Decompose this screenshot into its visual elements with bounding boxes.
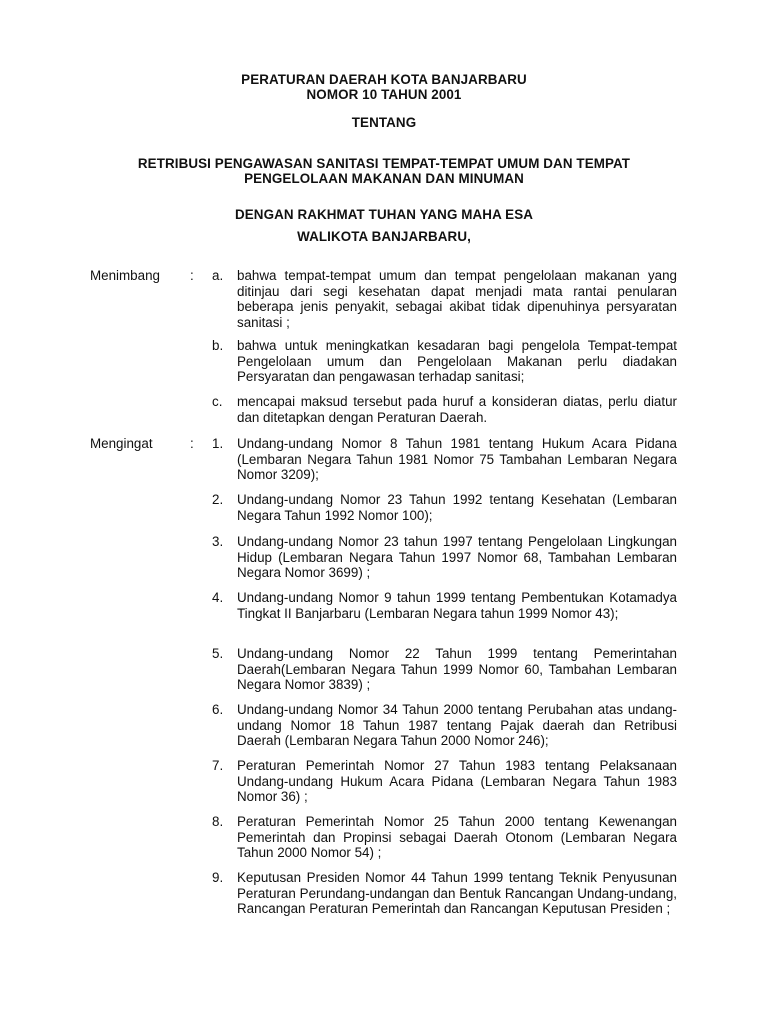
item-marker: 8. xyxy=(212,814,224,829)
item-text: Peraturan Pemerintah Nomor 27 Tahun 1983 tentang Pelaksanaan Undang-undang Hukum Acara Pidana (Lembaran Negara Tahun 1983 Nomor 36) ; xyxy=(237,758,677,804)
item-text: Keputusan Presiden Nomor 44 Tahun 1999 tentang Teknik Penyusunan Peraturan Perundang-undangan dan Bentuk Rancangan Undang-undang, Rancangan Peraturan Pemerintah dan Rancangan Keputusan Presiden ; xyxy=(237,870,677,916)
item-text: bahwa untuk meningkatkan kesadaran bagi pengelola Tempat-tempat Pengelolaan umum dan Pengelolaan Makanan perlu diadakan Persyaratan dan pengawasan terhadap sanitasi; xyxy=(237,338,677,384)
item-text: Undang-undang Nomor 8 Tahun 1981 tentang Hukum Acara Pidana (Lembaran Negara Tahun 1981 Nomor 75 Tambahan Lembaran Negara Nomor 3209); xyxy=(237,436,677,482)
item-marker: 7. xyxy=(212,758,224,773)
item-marker: a. xyxy=(212,268,224,283)
menimbang-item xyxy=(212,338,677,385)
item-text: mencapai maksud tersebut pada huruf a konsideran diatas, perlu diatur dan ditetapkan dengan Peraturan Daerah. xyxy=(237,394,677,425)
menimbang-item xyxy=(212,268,677,330)
walikota-line: WALIKOTA BANJARBARU, xyxy=(297,229,471,244)
mengingat-item xyxy=(212,590,677,621)
item-marker: 1. xyxy=(212,436,224,451)
item-text: bahwa tempat-tempat umum dan tempat pengelolaan makanan yang ditinjau dari segi kesehatan dapat menjadi mata rantai penularan beberapa jenis penyakit, sebagai akibat tidak dipenuhinya persyaratan sanitasi ; xyxy=(237,268,677,330)
item-text: Undang-undang Nomor 23 Tahun 1992 tentang Kesehatan (Lembaran Negara Tahun 1992 Nomor 100); xyxy=(237,492,677,523)
mengingat-item xyxy=(212,702,677,749)
item-marker: b. xyxy=(212,338,224,353)
menimbang-item xyxy=(212,394,677,425)
item-text: Undang-undang Nomor 22 Tahun 1999 tentang Pemerintahan Daerah(Lembaran Negara Tahun 1999 Nomor 60, Tambahan Lembaran Negara Nomor 3839) ; xyxy=(237,646,677,692)
item-text: Undang-undang Nomor 23 tahun 1997 tentang Pengelolaan Lingkungan Hidup (Lembaran Negara Tahun 1997 Nomor 68, Tambahan Lembaran Negara Nomor 3699) ; xyxy=(237,534,677,580)
subject-line-1: RETRIBUSI PENGAWASAN SANITASI TEMPAT-TEMPAT UMUM DAN TEMPAT xyxy=(137,156,631,171)
mengingat-item xyxy=(212,814,677,861)
rakhmat-line: DENGAN RAKHMAT TUHAN YANG MAHA ESA xyxy=(235,207,533,222)
mengingat-item xyxy=(212,492,677,523)
mengingat-item xyxy=(212,758,677,805)
item-text: Peraturan Pemerintah Nomor 25 Tahun 2000 tentang Kewenangan Pemerintah dan Propinsi sebagai Daerah Otonom (Lembaran Negara Tahun 2000 Nomor 54) ; xyxy=(237,814,677,860)
item-marker: 5. xyxy=(212,646,224,661)
mengingat-item xyxy=(212,646,677,693)
regulation-number: NOMOR 10 TAHUN 2001 xyxy=(306,87,462,102)
mengingat-item xyxy=(212,436,677,483)
item-marker: 3. xyxy=(212,534,224,549)
subject-line-2: PENGELOLAAN MAKANAN DAN MINUMAN xyxy=(244,171,524,186)
item-marker: 2. xyxy=(212,492,224,507)
regulation-title: PERATURAN DAERAH KOTA BANJARBARU xyxy=(241,72,527,87)
mengingat-item xyxy=(212,870,677,917)
item-marker: 9. xyxy=(212,870,224,885)
mengingat-item xyxy=(212,534,677,581)
menimbang-label: Menimbang xyxy=(90,268,160,283)
menimbang-colon: : xyxy=(190,268,194,283)
mengingat-colon: : xyxy=(190,436,194,451)
mengingat-label: Mengingat xyxy=(90,436,153,451)
item-marker: c. xyxy=(212,394,223,409)
item-text: Undang-undang Nomor 34 Tahun 2000 tentang Perubahan atas undang-undang Nomor 18 Tahun 1987 tentang Pajak daerah dan Retribusi Daerah (Lembaran Negara Tahun 2000 Nomor 246); xyxy=(237,702,677,748)
tentang-heading: TENTANG xyxy=(351,115,417,130)
item-marker: 6. xyxy=(212,702,224,717)
item-text: Undang-undang Nomor 9 tahun 1999 tentang Pembentukan Kotamadya Tingkat II Banjarbaru (Lembaran Negara tahun 1999 Nomor 43); xyxy=(237,590,677,621)
item-marker: 4. xyxy=(212,590,224,605)
